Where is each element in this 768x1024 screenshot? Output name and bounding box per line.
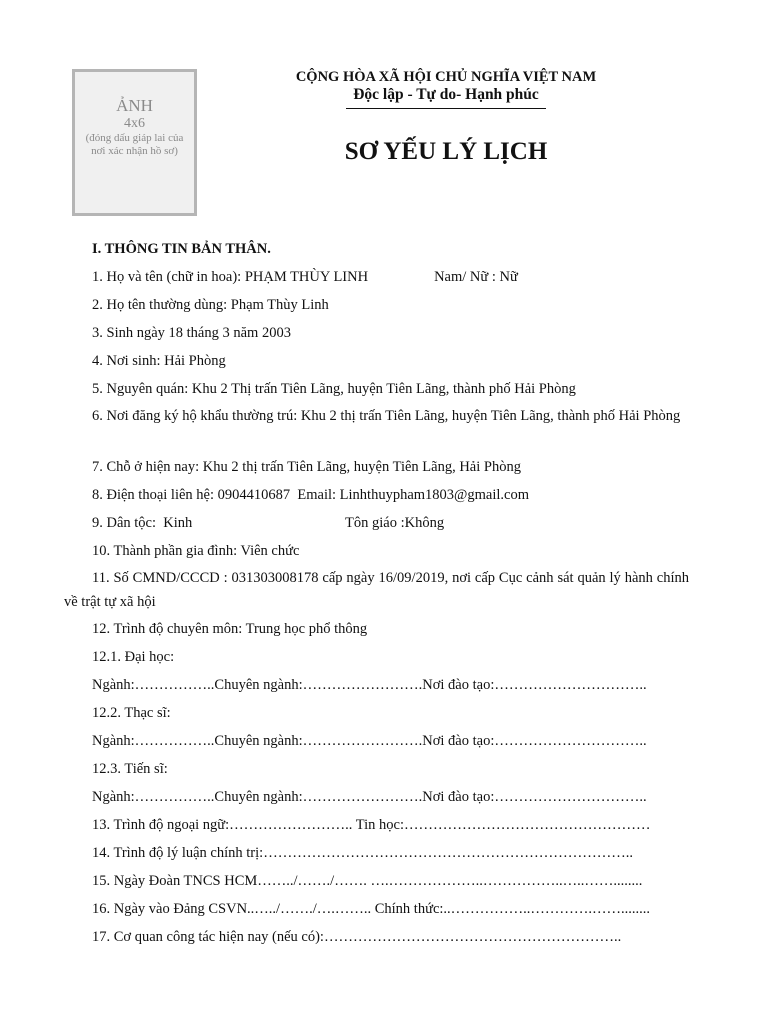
birth-place: 4. Nơi sinh: Hải Phòng — [92, 353, 226, 369]
qualification: 12. Trình độ chuyên môn: Trung học phổ thông — [92, 621, 368, 637]
party-date: 16. Ngày vào Đảng CSVN..…../……./….…….. Chính thức:..……………..………….……........ — [92, 901, 651, 917]
birth-date: 3. Sinh ngày 18 tháng 3 năm 2003 — [92, 325, 291, 341]
language-skills: 13. Trình độ ngoại ngữ:…………………….. Tin học:…………………………………………… — [92, 817, 651, 833]
document-body — [64, 236, 689, 952]
permanent-address: 6. Nơi đăng ký hộ khẩu thường trú: Khu 2 thị trấn Tiên Lãng, huyện Tiên Lãng, thành phố Hải Phòng — [92, 408, 681, 424]
document-title: SƠ YẾU LÝ LỊCH — [344, 138, 548, 165]
university-heading: 12.1. Đại học: — [92, 649, 175, 665]
gender: Nam/ Nữ : Nữ — [434, 269, 518, 285]
photo-note: (đóng dấu giáp lai của nơi xác nhận hồ sơ) — [85, 132, 184, 157]
photo-placeholder — [72, 69, 197, 216]
master-detail: Ngành:……………..Chuyên ngành:…………………….Nơi đào tạo:………………………….. — [92, 733, 647, 749]
current-workplace: 17. Cơ quan công tác hiện nay (nếu có):…………………………………………………….. — [92, 929, 622, 945]
national-motto: Độc lập - Tự do- Hạnh phúc — [353, 86, 539, 103]
photo-size: 4x6 — [124, 116, 145, 131]
hometown: 5. Nguyên quán: Khu 2 Thị trấn Tiên Lãng, huyện Tiên Lãng, thành phố Hải Phòng — [92, 381, 576, 397]
common-name: 2. Họ tên thường dùng: Phạm Thùy Linh — [92, 297, 329, 313]
family-class: 10. Thành phần gia đình: Viên chức — [92, 543, 300, 559]
current-address: 7. Chỗ ở hiện nay: Khu 2 thị trấn Tiên Lãng, huyện Tiên Lãng, Hải Phòng — [92, 459, 521, 475]
full-name: 1. Họ và tên (chữ in hoa): PHẠM THÙY LINH — [92, 269, 369, 285]
doctor-detail: Ngành:……………..Chuyên ngành:…………………….Nơi đào tạo:………………………….. — [92, 789, 647, 805]
full-name-row — [64, 264, 689, 292]
id-card: 11. Số CMND/CCCD : 031303008178 cấp ngày 16/09/2019, nơi cấp Cục cảnh sát quản lý hành chính về trật tự xã hội — [64, 570, 689, 610]
youth-union-date: 15. Ngày Đoàn TNCS HCM……../……./……. ….………………..……………..…..……........ — [92, 873, 643, 889]
national-title: CỘNG HÒA XÃ HỘI CHỦ NGHĨA VIỆT NAM — [295, 69, 597, 85]
ethnicity-row — [64, 510, 689, 538]
ethnicity: 9. Dân tộc: Kinh — [92, 515, 193, 531]
section-title: I. THÔNG TIN BẢN THÂN. — [92, 241, 271, 257]
contact-info: 8. Điện thoại liên hệ: 0904410687 Email: Linhthuypham1803@gmail.com — [92, 487, 530, 503]
doctor-heading: 12.3. Tiến sĩ: — [92, 761, 168, 777]
photo-label: ẢNH — [116, 96, 153, 115]
master-heading: 12.2. Thạc sĩ: — [92, 705, 171, 721]
university-detail: Ngành:……………..Chuyên ngành:…………………….Nơi đào tạo:………………………….. — [92, 677, 647, 693]
religion: Tôn giáo :Không — [345, 515, 445, 531]
political-theory: 14. Trình độ lý luận chính trị:………………………………………………………………….. — [92, 845, 633, 861]
motto-underline — [346, 108, 546, 109]
